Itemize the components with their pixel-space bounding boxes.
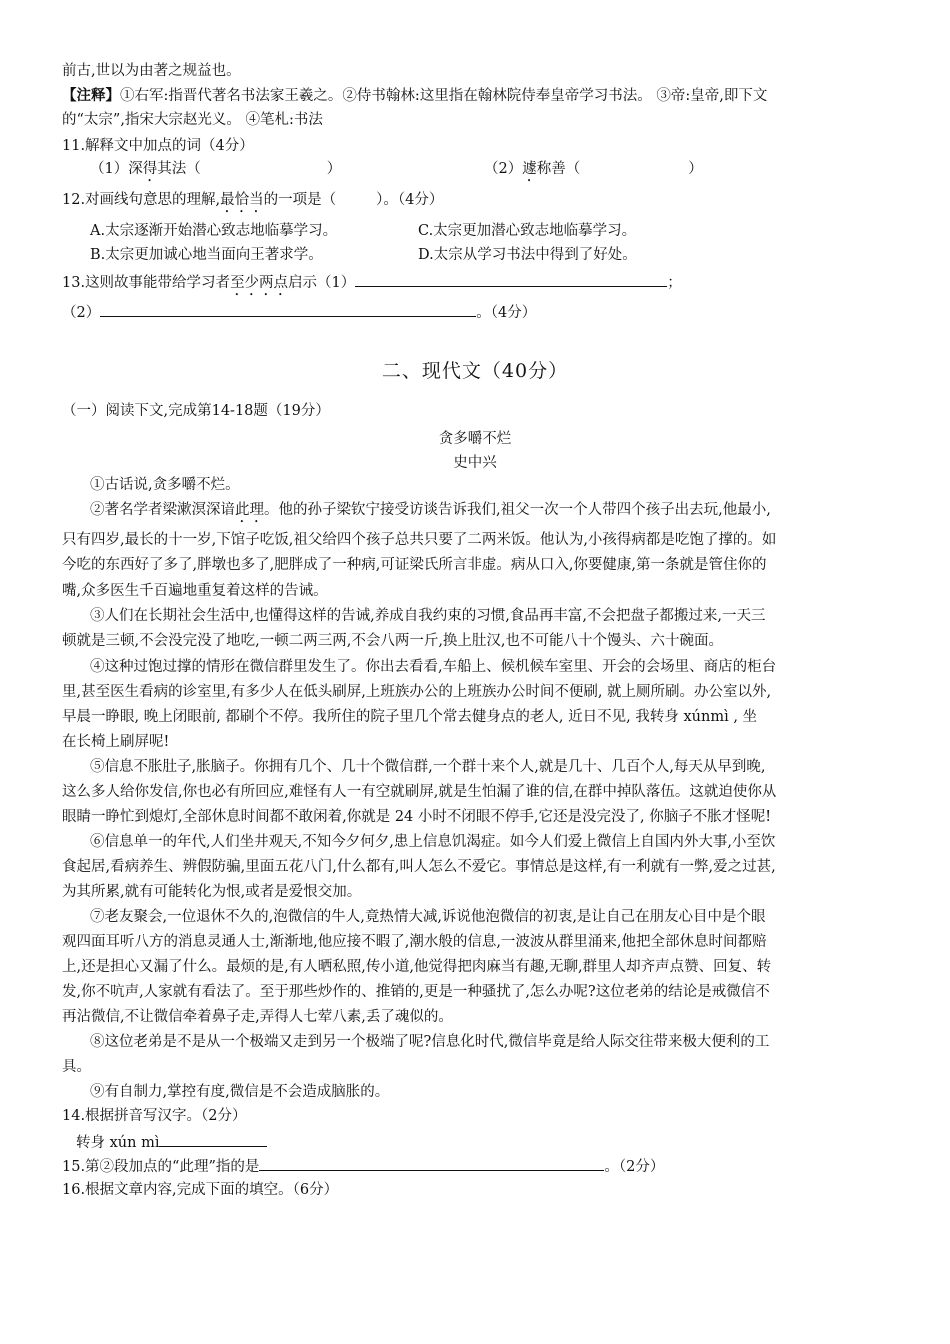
- answer-blank-2[interactable]: [100, 302, 476, 317]
- question-14-item: [76, 1132, 267, 1152]
- section-title: 二、现代文（40分）: [381, 360, 569, 382]
- question-16-title: 16.根据文章内容,完成下面的填空。（6分）: [62, 1182, 339, 1198]
- option-a[interactable]: A.太宗逐渐开始潜心致志地临摹学习。: [90, 223, 338, 239]
- paragraph-9: ⑨有自制力,掌控有度,微信是不会造成脑胀的。: [90, 1084, 390, 1100]
- paragraph-7-line: ⑦老友聚会,一位退休不久的,泡微信的牛人,竟热情大减,诉说他泡微信的初衷,是让自己在朋友心目中是个眼: [90, 909, 766, 925]
- option-c[interactable]: C.太宗更加潜心致志地临摹学习。: [418, 223, 637, 239]
- paragraph-7-line: 观四面耳听八方的消息灵通人士,渐渐地,他应接不暇了,潮水般的信息,一波波从群里涌来,他把全部休息时间都赔: [62, 934, 767, 950]
- question-11-title: 11.解释文中加点的词（4分）: [62, 138, 254, 154]
- paragraph-3-line: ③人们在长期社会生活中,也懂得这样的告诫,养成自我约束的习惯,食品再丰富,不会把盘子都搬过来,一天三: [90, 608, 766, 624]
- item-text: 启示（1）: [288, 275, 356, 291]
- annotation-line: [62, 87, 767, 105]
- answer-blank[interactable]: [259, 1156, 604, 1171]
- paragraph-5-line: 这么多人给你发信,你也必有所回应,难怪有人一有空就刷屏,就是生怕漏了谁的信,在群中掉队落伍。这就迫使你从: [62, 784, 777, 800]
- question-13-line-2: [62, 302, 536, 322]
- item-text: 13.这则故事能带给学习者: [62, 275, 231, 291]
- item-text: 其法（: [157, 161, 201, 177]
- paragraph-2-line: 只有四岁,最长的十一岁,下馆子吃饭,祖父给四个孩子总共只要了二两米饭。他认为,小孩得病都是吃饱了撑的。如: [62, 532, 777, 548]
- paragraph-4-line: 早晨一睁眼, 晚上闭眼前, 都刷个不停。我所住的院子里几个常去健身点的老人, 近日不见, 我转身 xúnmì , 坐: [62, 709, 758, 725]
- item-text: （2）: [484, 161, 523, 177]
- item-text: ；: [667, 275, 682, 291]
- item-text: 。（2分）: [604, 1159, 665, 1175]
- question-15: [62, 1156, 664, 1176]
- item-text: ）。（4分）: [376, 192, 444, 208]
- paragraph-2-line: 今吃的东西好了多了,胖墩也多了,肥胖成了一种病,可证梁氏所言非虚。病从口入,你要健康,第一条就是管住你的: [62, 557, 767, 573]
- question-14-title: 14.根据拼音写汉字。（2分）: [62, 1108, 247, 1124]
- item-text: ）: [326, 161, 342, 177]
- item-text: （1）深: [90, 161, 143, 177]
- question-11-item-1: [90, 160, 341, 185]
- item-text: 15.第②段加点的“此理”指的是: [62, 1159, 260, 1175]
- paragraph-7-line: 发,你不吭声,人家就有看法了。至于那些炒作的、推销的,更是一种骚扰了,怎么办呢?这位老弟的结论是戒微信不: [62, 984, 770, 1000]
- paragraph-7-line: 上,还是担心又漏了什么。最烦的是,有人晒私照,传小道,他觉得把肉麻当有趣,无聊,群里人却齐声点赞、回复、转: [62, 959, 772, 975]
- paragraph-5-line: 眼睛一睁忙到熄灯,全部休息时间都不敢闲着,你就是 24 小时不闭眼不停手,它还是没完没了, 你脑子不胀才怪呢!: [62, 809, 772, 825]
- paragraph-8-line: ⑧这位老弟是不是从一个极端又走到另一个极端了呢?信息化时代,微信毕竟是给人际交往带来极大便利的工: [90, 1034, 770, 1050]
- item-text: 12.对画线句意思的理解,: [62, 192, 221, 208]
- article-author: 史中兴: [453, 455, 497, 471]
- paragraph-6-line: 食起居,看病养生、辨假防骗,里面五花八门,什么都有,叫人怎么不爱它。事情总是这样,有一利就有一弊,爱之过甚,: [62, 859, 776, 875]
- paragraph-3-line: 顿就是三顿,不会没完没了地吃,一顿二两三两,不会八两一斤,换上肚汉,也不可能八十个馒头、六十碗面。: [62, 633, 724, 649]
- option-d[interactable]: D.太宗从学习书法中得到了好处。: [418, 247, 637, 263]
- item-text: ）: [688, 161, 703, 177]
- item-text: （2）: [62, 305, 101, 321]
- paragraph-5-line: ⑤信息不胀肚子,胀脑子。你拥有几个、几十个微信群,一个群十来个人,就是几十、几百个人,每天从早到晚,: [90, 759, 766, 775]
- paragraph-2-line: [90, 501, 771, 526]
- dotted-word: 遽: [522, 161, 537, 177]
- option-b[interactable]: B.太宗更加诚心地当面向王著求学。: [90, 247, 323, 263]
- paragraph-4-line: 里,甚至医生看病的诊室里,有多少人在低头刷屏,上班族办公的上班族办公时间不便刷, 就上厕所刷。办公室以外,: [62, 684, 772, 700]
- answer-blank[interactable]: [159, 1132, 267, 1147]
- paragraph-1: ①古话说,贪多嚼不烂。: [90, 477, 240, 493]
- item-text: 。（4分）: [476, 305, 537, 321]
- paragraph-2-line: 嘴,众多医生千百遍地重复着这样的告诫。: [62, 583, 328, 599]
- dotted-word: 此理: [235, 502, 264, 518]
- item-text: ②著名学者梁漱溟深谙: [90, 502, 235, 518]
- text-line: 前古,世以为由著之规益也。: [62, 63, 241, 79]
- paragraph-7-line: 再沾微信,不让微信牵着鼻子走,弄得人七荤八素,丢了魂似的。: [62, 1009, 453, 1025]
- dotted-word: 得: [142, 161, 158, 177]
- dotted-word: 至少两点: [230, 275, 289, 291]
- item-text: 。他的孙子梁钦宁接受访谈告诉我们,祖父一次一个人带四个孩子出去玩,他最小,: [264, 502, 771, 518]
- question-11-item-2: [484, 160, 703, 185]
- question-13-line-1: [62, 272, 682, 299]
- annotation-text: ①右军:指晋代著名书法家王羲之。②侍书翰林:这里指在翰林院侍奉皇帝学习书法。 ③帝:皇帝,即下文: [120, 88, 768, 104]
- part-intro: （一）阅读下文,完成第14-18题（19分）: [62, 403, 330, 419]
- answer-blank-1[interactable]: [355, 272, 667, 287]
- item-text: 的一项是（: [263, 192, 337, 208]
- paragraph-4-line: ④这种过饱过撑的情形在微信群里发生了。你出去看看,车船上、候机候车室里、开会的会场里、商店的柜台: [90, 659, 777, 675]
- paragraph-4-line: 在长椅上刷屏呢!: [62, 734, 170, 750]
- article-title: 贪多嚼不烂: [438, 431, 512, 447]
- item-text: 称善（: [536, 161, 581, 177]
- paragraph-6-line: 为其所累,就有可能转化为恨,或者是爱恨交加。: [62, 884, 362, 900]
- paragraph-6-line: ⑥信息单一的年代,人们坐井观天,不知今夕何夕,患上信息饥渴症。如今人们爱上微信上自国内外大事,小至饮: [90, 834, 776, 850]
- annotation-line: 的“太宗”,指宋大宗赵光义。 ④笔札:书法: [62, 112, 323, 128]
- dotted-word: 最恰当: [220, 192, 264, 208]
- annotation-label: 【注释】: [62, 87, 120, 104]
- question-12-title: [62, 191, 443, 216]
- item-text: 转身 xún mì: [76, 1135, 160, 1151]
- paragraph-8-line: 具。: [62, 1059, 91, 1075]
